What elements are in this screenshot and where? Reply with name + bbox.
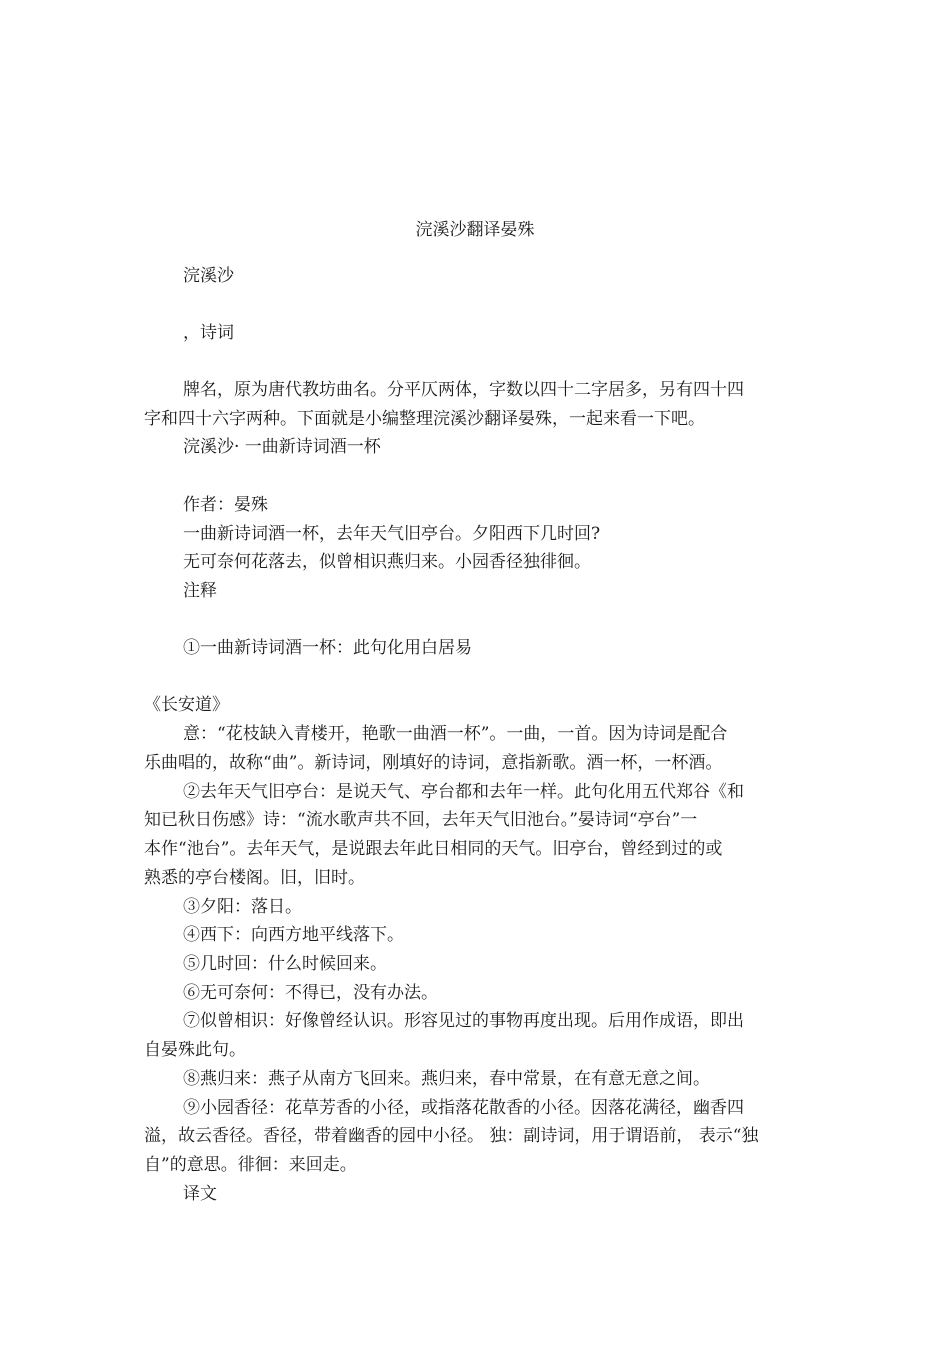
text-line: ⑥无可奈何：不得已，没有办法。 bbox=[183, 983, 438, 1003]
text-line: 一曲新诗词酒一杯，去年天气旧亭台。夕阳西下几时回? bbox=[183, 524, 601, 544]
text-line: ④西下：向西方地平线落下。 bbox=[183, 925, 404, 945]
text-line: ③夕阳：落日。 bbox=[183, 897, 302, 917]
text-line: 自”的意思。徘徊：来回走。 bbox=[144, 1155, 357, 1175]
text-line: ②去年天气旧亭台：是说天气、亭台都和去年一样。此句化用五代郑谷《和 bbox=[183, 782, 744, 802]
text-line: 熟悉的亭台楼阁。旧，旧时。 bbox=[144, 868, 365, 888]
text-line: 作者：晏殊 bbox=[183, 495, 268, 515]
text-line: ⑤几时回：什么时候回来。 bbox=[183, 954, 387, 974]
text-line: ，诗词 bbox=[183, 323, 234, 343]
text-line: ⑧燕归来：燕子从南方飞回来。燕归来，春中常景，在有意无意之间。 bbox=[183, 1069, 710, 1089]
text-line: 译文 bbox=[183, 1184, 217, 1204]
text-line: 乐曲唱的，故称“曲”。新诗词，刚填好的诗词，意指新歌。酒一杯，一杯酒。 bbox=[144, 753, 723, 773]
text-line: 溢，故云香径。香径，带着幽香的园中小径。 独：副诗词，用于谓语前， 表示“独 bbox=[144, 1126, 759, 1146]
text-line: 牌名，原为唐代教坊曲名。分平仄两体，字数以四十二字居多，另有四十四 bbox=[183, 380, 744, 400]
text-line: 意：“花枝缺入青楼开，艳歌一曲酒一杯”。一曲，一首。因为诗词是配合 bbox=[183, 724, 728, 744]
text-line: 浣溪沙 bbox=[183, 266, 234, 286]
text-line: 《长安道》 bbox=[144, 695, 229, 715]
text-line: ①一曲新诗词酒一杯：此句化用白居易 bbox=[183, 638, 472, 658]
text-line: 本作“池台”。去年天气，是说跟去年此日相同的天气。旧亭台，曾经到过的或 bbox=[144, 839, 723, 859]
text-line: 浣溪沙· 一曲新诗词酒一杯 bbox=[183, 437, 381, 457]
text-line: 无可奈何花落去，似曾相识燕归来。小园香径独徘徊。 bbox=[183, 552, 591, 572]
text-line: 知已秋日伤感》诗：“流水歌声共不回，去年天气旧池台。”晏诗词“亭台”一 bbox=[144, 810, 698, 830]
document-title: 浣溪沙翻译晏殊 bbox=[415, 220, 535, 240]
text-line: ⑦似曾相识：好像曾经认识。形容见过的事物再度出现。后用作成语，即出 bbox=[183, 1011, 744, 1031]
text-line: 自晏殊此句。 bbox=[144, 1040, 246, 1060]
text-line: 字和四十六字两种。下面就是小编整理浣溪沙翻译晏殊，一起来看一下吧。 bbox=[144, 409, 705, 429]
text-line: ⑨小园香径：花草芳香的小径，或指落花散香的小径。因落花满径，幽香四 bbox=[183, 1098, 744, 1118]
text-line: 注释 bbox=[183, 581, 217, 601]
